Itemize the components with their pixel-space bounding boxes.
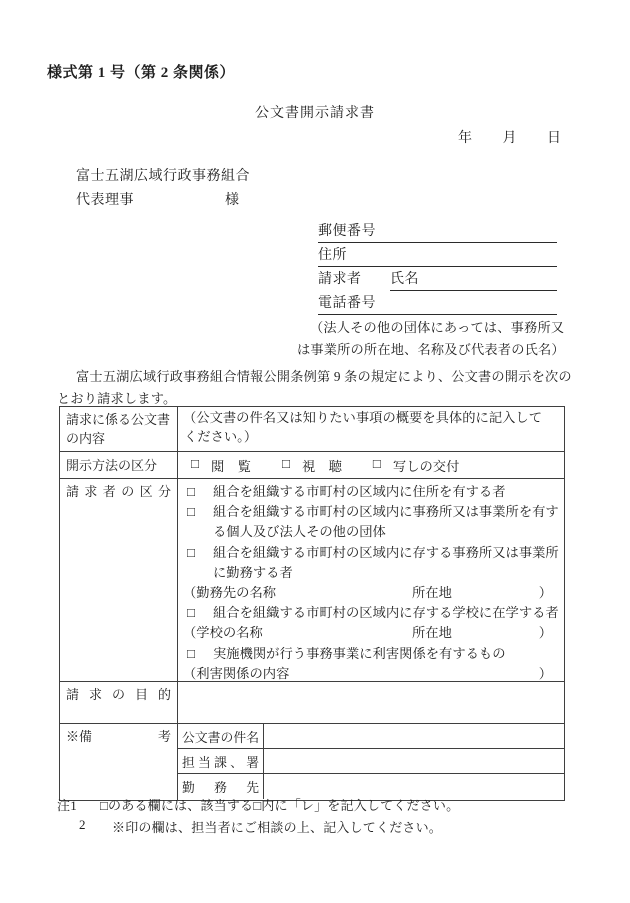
option-copy-label: 写しの交付 xyxy=(392,458,460,474)
category-item-office-owner xyxy=(178,502,564,522)
option-copy xyxy=(373,456,460,475)
remarks-department-value xyxy=(264,749,564,773)
category-item-school-detail xyxy=(178,623,564,643)
requester-label: 請求者 xyxy=(318,272,362,287)
option-viewing xyxy=(282,456,342,475)
school-name-label: （学校の名称 xyxy=(183,625,263,641)
name-underline xyxy=(390,268,557,291)
request-purpose-cell xyxy=(178,682,564,723)
requester-category-cell xyxy=(178,479,564,681)
address-label: 住所 xyxy=(318,248,347,263)
disclosure-method-options xyxy=(178,452,564,478)
remarks-label-left: ※備 xyxy=(66,729,93,744)
category-item-stakeholder xyxy=(178,644,564,664)
corporate-note-line1: （法人その他の団体にあっては、事務所又 xyxy=(310,320,565,335)
request-purpose-label: 請求の目的 xyxy=(60,682,178,723)
remarks-label xyxy=(60,724,178,800)
remarks-row-department xyxy=(178,749,564,774)
remarks-document-name-value xyxy=(264,724,564,748)
workplace-location-label: 所在地 xyxy=(412,584,452,600)
checkbox-inspection: □ xyxy=(191,455,200,471)
category-item-stakeholder-text: 実施機関が行う事務事業に利害関係を有するもの xyxy=(213,645,506,661)
school-close-paren: ） xyxy=(538,625,552,641)
document-content-label-line1: 請求に係る公文書 xyxy=(66,412,171,427)
addressee-honorific: 様 xyxy=(225,193,239,208)
request-form-table xyxy=(59,406,565,801)
table-row-requester-category xyxy=(60,479,564,682)
interest-content-label: （利害関係の内容 xyxy=(183,665,290,681)
category-item-resident xyxy=(178,482,564,502)
document-title: 公文書開示請求書 xyxy=(255,106,375,121)
footnote-1-number: 注1 xyxy=(57,798,77,813)
category-item-student xyxy=(178,603,564,623)
addressee-role: 代表理事 xyxy=(76,193,134,208)
date-year-label: 年 xyxy=(458,131,472,146)
school-location-label: 所在地 xyxy=(412,625,452,641)
category-item-worker xyxy=(178,543,564,563)
address-field xyxy=(318,244,557,267)
checkbox-office-owner: □ xyxy=(187,504,196,520)
document-content-cell xyxy=(178,407,564,451)
workplace-name-label: （勤務先の名称 xyxy=(183,584,277,600)
checkbox-viewing: □ xyxy=(281,455,290,471)
remarks-workplace-label: 勤務先 xyxy=(178,774,264,799)
workplace-close-paren: ） xyxy=(538,584,552,600)
postal-code-field xyxy=(318,220,557,243)
footnote-2 xyxy=(79,817,442,836)
table-row-disclosure-method xyxy=(60,452,564,479)
document-content-hint-line1: （公文書の件名又は知りたい事項の概要を具体的に記入して xyxy=(183,410,543,425)
corporate-note-line2: は事業所の所在地、名称及び代表者の氏名） xyxy=(297,342,565,357)
table-row-remarks xyxy=(60,724,564,800)
form-number: 様式第 1 号（第 2 条関係） xyxy=(47,65,236,81)
name-label: 氏名 xyxy=(390,272,419,287)
checkbox-student: □ xyxy=(187,605,196,621)
date-month-label: 月 xyxy=(502,131,517,146)
footnote-2-text: ※印の欄は、担当者にご相談の上、記入してください。 xyxy=(112,820,443,835)
category-item-office-owner-text: 組合を組織する市町村の区域内に事務所又は事業所を有す xyxy=(213,504,559,520)
footnote-2-number: 2 xyxy=(79,817,86,832)
phone-number-label: 電話番号 xyxy=(318,296,376,311)
checkbox-resident: □ xyxy=(187,484,196,499)
document-content-hint-line2: ください。） xyxy=(184,428,258,444)
category-item-student-text: 組合を組織する市町村の区域内に存する学校に在学する者 xyxy=(213,605,559,621)
footnote-1-text: □のある欄には、該当する□内に「レ」を記入してください。 xyxy=(100,798,460,813)
disclosure-method-cell xyxy=(178,452,564,478)
requester-name-field xyxy=(318,268,557,291)
category-item-interest-detail xyxy=(178,664,564,684)
remarks-document-name-label: 公文書の件名 xyxy=(178,724,264,748)
table-row-document-content xyxy=(60,407,564,452)
option-viewing-label: 視 聴 xyxy=(301,458,342,474)
remarks-label-right: 考 xyxy=(157,729,171,744)
checkbox-worker: □ xyxy=(187,544,196,560)
requester-category-label: 請求者の区分 xyxy=(60,479,178,681)
document-content-label-line2: の内容 xyxy=(66,431,106,446)
date-day-label: 日 xyxy=(547,131,561,146)
postal-code-label: 郵便番号 xyxy=(318,224,376,239)
table-row-request-purpose xyxy=(60,682,564,724)
requester-category-list xyxy=(178,479,564,684)
remarks-department-label: 担当課、署 xyxy=(178,749,264,773)
category-item-workplace-detail xyxy=(178,583,564,603)
category-item-office-owner-cont: る個人及び法人その他の団体 xyxy=(213,524,386,540)
addressee-organization: 富士五湖広域行政事務組合 xyxy=(76,169,250,184)
remarks-row-document-name xyxy=(178,724,564,749)
category-item-worker-cont: に勤務する者 xyxy=(213,564,293,580)
disclosure-method-label: 開示方法の区分 xyxy=(60,452,178,478)
option-inspection xyxy=(191,456,251,475)
body-paragraph-line2: とおり請求します。 xyxy=(57,391,177,406)
date-line xyxy=(458,127,561,147)
phone-number-field xyxy=(318,292,557,315)
checkbox-copy: □ xyxy=(372,455,381,471)
footnote-1 xyxy=(57,795,459,814)
checkbox-stakeholder: □ xyxy=(187,645,196,661)
body-paragraph-line1: 富士五湖広域行政事務組合情報公開条例第 9 条の規定により、公文書の開示を次の xyxy=(76,369,572,384)
category-item-resident-text: 組合を組織する市町村の区域内に住所を有する者 xyxy=(213,484,506,499)
remarks-subtable xyxy=(178,724,564,800)
interest-close-paren: ） xyxy=(538,665,552,681)
document-content-label xyxy=(60,407,178,451)
option-inspection-label: 閲 覧 xyxy=(211,458,251,474)
category-item-worker-text: 組合を組織する市町村の区域内に存する事務所又は事業所 xyxy=(213,544,559,560)
